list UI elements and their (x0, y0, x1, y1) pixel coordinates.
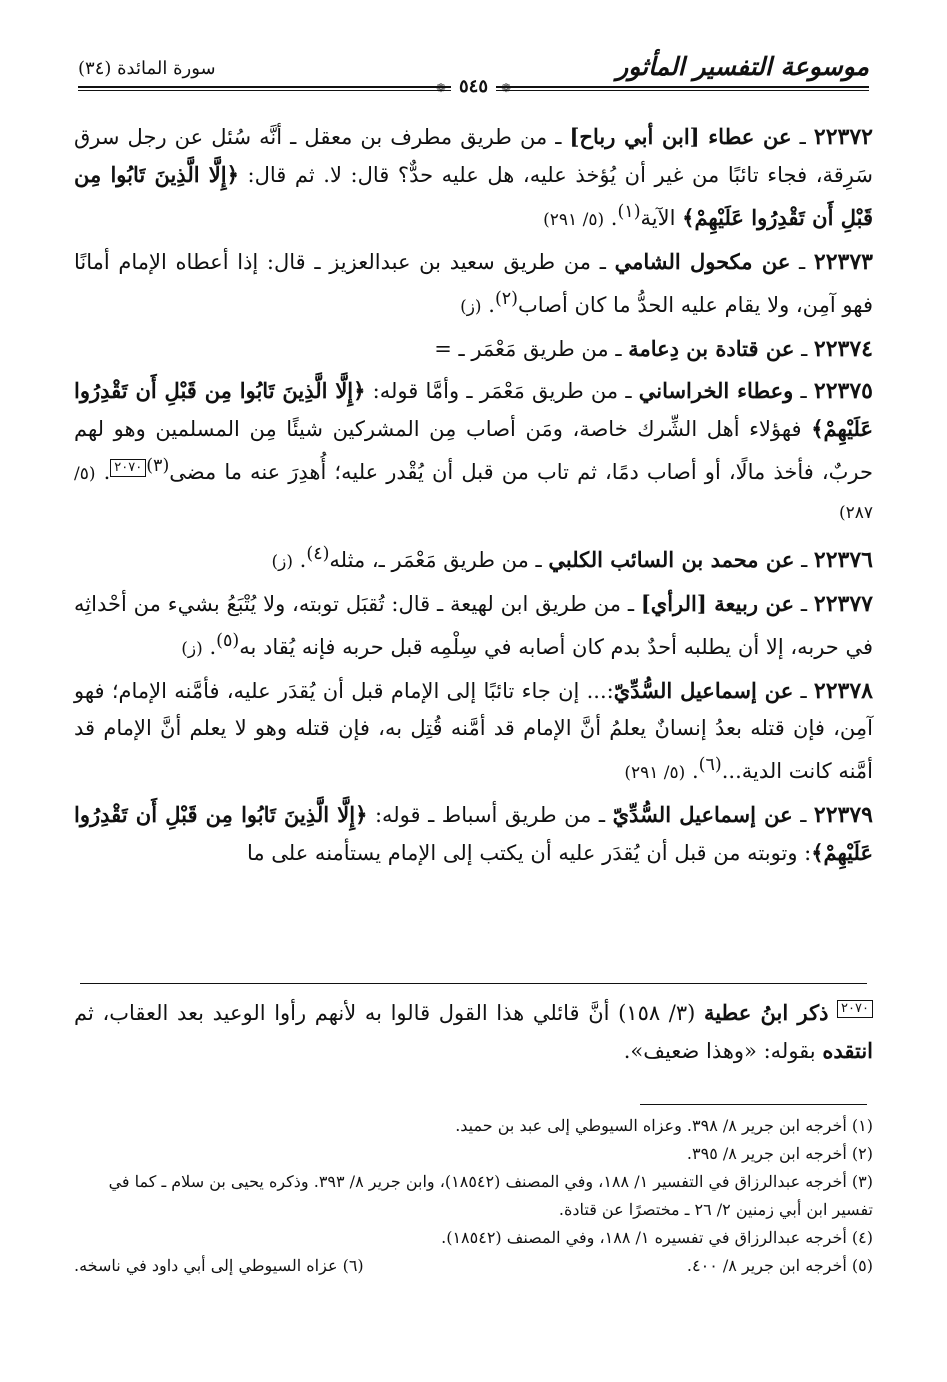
quran-verse: ﴿إِلَّا الَّذِينَ تَابُوا مِن قَبْلِ أَن تَقْدِرُوا عَلَيْهِمْ﴾ (74, 162, 873, 230)
book-title: موسوعة التفسير المأثور (616, 52, 869, 81)
footnote-marker: (١) (617, 202, 641, 222)
footnotes (74, 1112, 873, 1280)
narration-number: ٢٢٣٧٥ (813, 378, 873, 404)
footnote-row (74, 1252, 873, 1280)
narration-entry: ٢٢٣٧٩ ـ عن إسماعيل السُّدِّيّ ـ من طريق أسباط ـ قوله: ﴿إِلَّا الَّذِينَ تَابُوا مِن قَبْلِ أَن تَقْدِرُوا عَلَيْهِمْ﴾: وتوبته من قبل أن يُقدَر عليه أن يكتب إلى الإمام يستأمنه على ما (74, 802, 873, 865)
quran-verse: ﴿إِلَّا الَّذِينَ تَابُوا مِن قَبْلِ أَن تَقْدِرُوا عَلَيْهِمْ﴾ (74, 802, 873, 865)
narration-text: ـ من طريق مَعْمَر ـ = (434, 337, 622, 361)
footnote: (٦) عزاه السيوطي إلى أبي داود في ناسخه. (74, 1256, 364, 1275)
commentary-block (74, 994, 873, 1070)
commentary-marker: ٢٠٧٠ (110, 459, 146, 477)
ornament-icon: ❁ (501, 81, 512, 95)
narrator: وعطاء الخراساني (638, 378, 794, 403)
commentary-critique: انتقده (822, 1038, 873, 1063)
narration-text: ـ من طريق مَعْمَر ـ، مثله (329, 548, 542, 572)
footnote-marker: (٦) (698, 755, 722, 775)
surah-title: سورة المائدة (٣٤) (78, 58, 216, 79)
narration-entry: ٢٢٣٧٧ ـ عن ربيعة [الرأي] ـ من طريق ابن لهيعة ـ قال: تُقبَل توبته، ولا يُتْبَعُ بشيء من أحْداثِه في حربه، إلا أن يطلبه أحدٌ بدم كان أصابه في سِلْمِه قبل حربه فإنه يُقاد به$^{(٥)}$. (ز) (74, 591, 873, 659)
quran-verse: ﴿إِلَّا الَّذِينَ تَابُوا مِن قَبْلِ أَن تَقْدِرُوا عَلَيْهِمْ﴾ (74, 378, 873, 441)
footnote-marker: (٥) (216, 631, 240, 651)
narration-text: ـ من طريق مَعْمَر ـ وأمَّا قوله: (372, 379, 632, 403)
footnote-marker: (٤) (306, 544, 330, 564)
narration-text: ـ من طريق مطرف بن معقل ـ أنَّه سُئل عن رجل سرق سَرِقة، فجاء تائبًا من غير أن يُؤخذ عليه، هل عليه حدٌّ؟ قال: لا. ثم قال: (74, 125, 873, 187)
footnote: (١) أخرجه ابن جرير ٨/ ٣٩٨. وعزاه السيوطي إلى عبد بن حميد. (455, 1116, 873, 1135)
page-number: ٥٤٥ (451, 76, 496, 97)
narration-number: ٢٢٣٧٦ (813, 547, 873, 573)
footnote: (٢) أخرجه ابن جرير ٨/ ٣٩٥. (686, 1144, 873, 1163)
commentary-text: أنَّ قائلي هذا القول قالوا به لأنهم رأوا الوعيد بعد العقاب، ثم (74, 1001, 610, 1025)
volume-reference: (ز) (181, 639, 203, 659)
narration-text: ـ من طريق سعيد بن عبدالعزيز ـ قال: إذا أعطاه الإمام أمانًا فهو آمِن، ولا يقام عليه الحدُّ ما كان أصاب (74, 250, 873, 317)
volume-reference: (ز) (460, 297, 482, 317)
volume-reference: (٥/ ٢٨٧) (74, 464, 873, 523)
commentary-lead: ذكر ابنُ عطية (703, 1000, 829, 1025)
narrator: عن مكحول الشامي (614, 249, 791, 274)
narration-number: ٢٢٣٧٤ (813, 336, 873, 362)
narrator: عن إسماعيل السُّدِّيّ (613, 678, 794, 703)
commentary-marker: ٢٠٧٠ (837, 1000, 873, 1018)
ornament-icon: ❁ (435, 81, 446, 95)
narrator: عن عطاء [ابن أبي رباح] (569, 124, 792, 149)
narration-entry: ٢٢٣٧٣ ـ عن مكحول الشامي ـ من طريق سعيد بن عبدالعزيز ـ قال: إذا أعطاه الإمام أمانًا فهو آمِن، ولا يقام عليه الحدُّ ما كان أصاب$^{(٢)}$. (ز) (74, 249, 873, 317)
footnote: (٣) أخرجه عبدالرزاق في التفسير ١/ ١٨٨، وفي المصنف (١٨٥٤٢)، وابن جرير ٨/ ٣٩٣. وذكره يحيى بن سلام ـ كما في تفسير ابن أبي زمنين ٢/ ٢٦ ـ مختصرًا عن قتادة. (108, 1172, 873, 1219)
narrator: عن إسماعيل السُّدِّيّ (612, 802, 793, 827)
footnote-marker: (٢) (494, 289, 518, 309)
commentary-text: بقوله: «وهذا ضعيف». (623, 1039, 816, 1063)
narration-text: ـ من طريق ابن لهيعة ـ قال: تُقبَل توبته، ولا يُتْبَعُ بشيء من أحْداثِه في حربه، إلا أن يطلبه أحدٌ بدم كان أصابه في سِلْمِه قبل حربه فإنه يُقاد به (74, 592, 873, 659)
narration-entry: ٢٢٣٧٦ ـ عن محمد بن السائب الكلبي ـ من طريق مَعْمَر ـ، مثله$^{(٤)}$. (ز) (271, 544, 873, 573)
narration-tail: : وتوبته من قبل أن يُقدَر عليه أن يكتب إلى الإمام يستأمنه على ما (246, 841, 812, 865)
narration-entry: ٢٢٣٧٥ ـ وعطاء الخراساني ـ من طريق مَعْمَر ـ وأمَّا قوله: ﴿إِلَّا الَّذِينَ تَابُوا مِن قَبْلِ أَن تَقْدِرُوا عَلَيْهِمْ﴾ فهؤلاء أهل الشِّرك خاصة، ومَن أصاب مِن المشركين شيئًا مِن المسلمين وهو لهم حربٌ، فأخذ مالًا، أو أصاب دمًا، ثم تاب من قبل أن يُقْدر عليه؛ أُهدِرَ عنه ما مضى$^{(٣)}$٢٠٧٠. (٥/ ٢٨٧) (74, 378, 873, 523)
narration-tail: فهؤلاء أهل الشِّرك خاصة، ومَن أصاب مِن المشركين شيئًا مِن المسلمين وهو لهم حربٌ، فأخذ مالًا، أو أصاب دمًا، ثم تاب من قبل أن يُقْدر عليه؛ أُهدِرَ عنه ما مضى (74, 417, 873, 484)
narration-entry: ٢٢٣٧٢ ـ عن عطاء [ابن أبي رباح] ـ من طريق مطرف بن معقل ـ أنَّه سُئل عن رجل سرق سَرِقة، فجاء تائبًا من غير أن يُؤخذ عليه، هل عليه حدٌّ؟ قال: لا. ثم قال: ﴿إِلَّا الَّذِينَ تَابُوا مِن قَبْلِ أَن تَقْدِرُوا عَلَيْهِمْ﴾ الآية$^{(١)}$. (٥/ ٢٩١) (74, 124, 873, 230)
narration-number: ٢٢٣٧٧ (813, 591, 873, 617)
commentary-separator (80, 983, 867, 984)
footnote-marker: (٣) (146, 456, 170, 476)
footnote-rule (640, 1104, 867, 1105)
footnote: (٥) أخرجه ابن جرير ٨/ ٤٠٠. (686, 1256, 873, 1275)
narration-number: ٢٢٣٧٣ (813, 249, 873, 275)
volume-reference: (ز) (271, 552, 293, 572)
narrator: عن محمد بن السائب الكلبي (548, 547, 795, 572)
narration-number: ٢٢٣٧٨ (813, 678, 873, 704)
main-text (74, 118, 873, 876)
narration-number: ٢٢٣٧٢ (813, 124, 873, 150)
narrator: عن ربيعة [الرأي] (640, 591, 795, 616)
volume-reference: (٥/ ٢٩١) (543, 210, 605, 230)
footnote: (٤) أخرجه عبدالرزاق في تفسيره ١/ ١٨٨، وفي المصنف (١٨٥٤٢). (441, 1228, 873, 1247)
volume-reference: (٥/ ٢٩١) (624, 763, 686, 783)
narration-number: ٢٢٣٧٩ (813, 802, 873, 828)
narration-tail: الآية (640, 206, 676, 230)
narration-text: :... إن جاء تائبًا إلى الإمام قبل أن يُقدَر عليه، فأمَّنه الإمام؛ فهو آمِن، فإن قتله بعدُ إنسانٌ يعلمُ أنَّ الإمام قد أمَّنه قُتِل به، فإن قتله وهو لا يعلم أنَّ الإمام قد أمَّنه كانت الدية... (74, 679, 873, 783)
narration-text: ـ من طريق أسباط ـ قوله: (374, 803, 606, 827)
narration-entry: ٢٢٣٧٨ ـ عن إسماعيل السُّدِّيّ:... إن جاء تائبًا إلى الإمام قبل أن يُقدَر عليه، فأمَّنه الإمام؛ فهو آمِن، فإن قتله بعدُ إنسانٌ يعلمُ أنَّ الإمام قد أمَّنه قُتِل به، فإن قتله وهو لا يعلم أنَّ الإمام قد أمَّنه كانت الدية...$^{(٦)}$. (٥/ ٢٩١) (74, 678, 873, 783)
narrator: عن قتادة بن دِعامة (628, 336, 795, 361)
narration-entry: ٢٢٣٧٤ ـ عن قتادة بن دِعامة ـ من طريق مَعْمَر ـ = (434, 336, 873, 362)
commentary-reference: (٣/ ١٥٨) (618, 1001, 696, 1025)
